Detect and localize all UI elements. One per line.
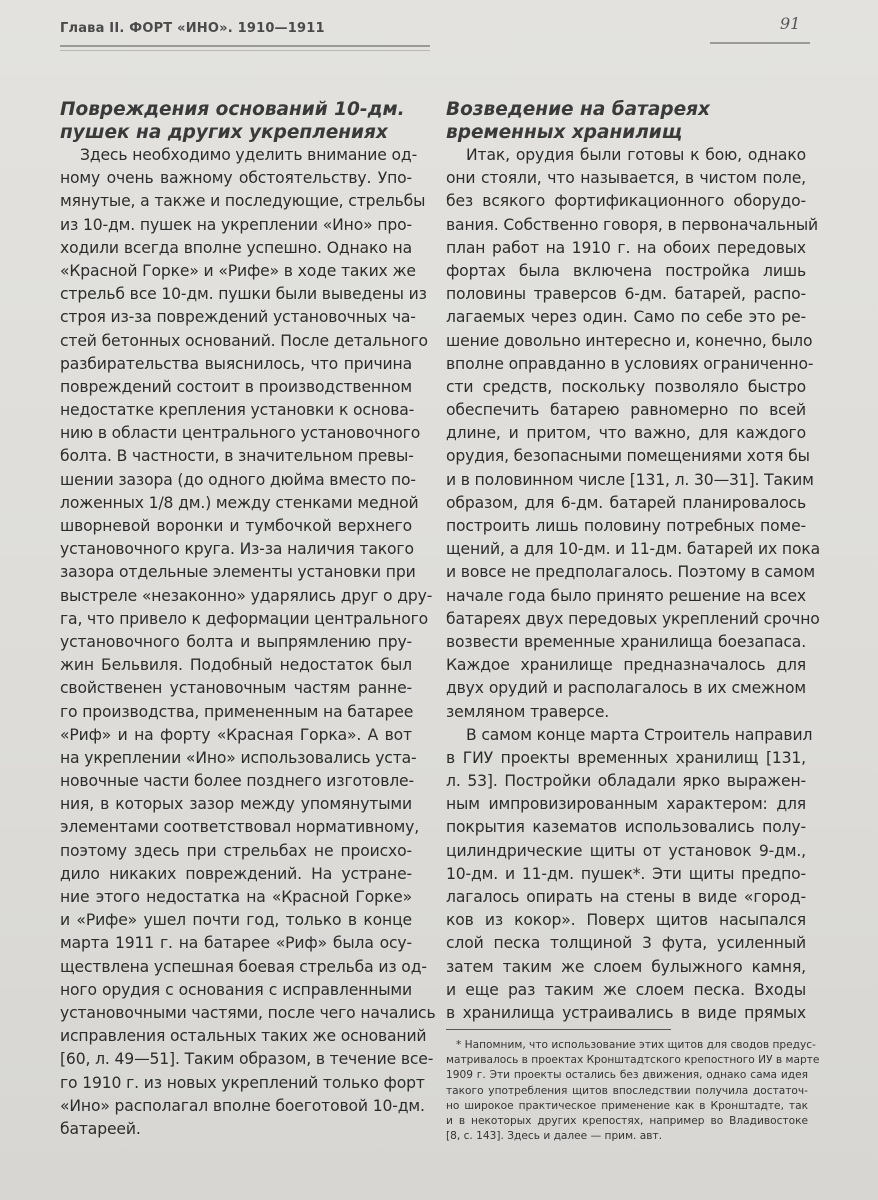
text-line: ному очень важному обстоятельству. Упо-	[60, 169, 412, 188]
text-line: ния, в которых зазор между упомянутыми	[60, 795, 412, 814]
text-line: установочными частями, после чего начались	[60, 1003, 436, 1022]
text-line: и в половинном числе [131, л. 30—31]. Таким	[446, 470, 814, 489]
left-body	[60, 144, 436, 1141]
text-line: орудия, безопасными помещениями хотя бы	[446, 447, 810, 466]
heading-line: Возведение на батареях	[446, 99, 710, 120]
text-line: вполне оправданно в условиях ограниченно-	[446, 354, 814, 373]
text-line: цилиндрические щиты от установок 9-дм.,	[446, 841, 806, 860]
text-line: земляном траверсе.	[446, 702, 610, 721]
text-line: покрытия казематов использовались полу-	[446, 818, 806, 837]
text-line: в ГИУ проекты временных хранилищ [131,	[446, 748, 806, 767]
text-line: выстреле «незаконно» ударялись друг о дру-	[60, 586, 433, 605]
text-line: 10-дм. и 11-дм. пушек*. Эти щиты предпо-	[446, 864, 806, 883]
text-line: лагаемых через один. Само по себе это ре-	[446, 308, 806, 327]
text-line: фортах была включена постройка лишь	[446, 261, 806, 280]
text-line: шении зазора (до одного дюйма вместо по-	[60, 470, 416, 489]
text-line: сти средств, поскольку позволяло быстро	[446, 377, 806, 396]
footnote-line: матривалось в проектах Кронштадтского крепостного ИУ в марте	[446, 1054, 820, 1067]
text-line: щений, а для 10-дм. и 11-дм. батарей их пока	[446, 540, 821, 559]
text-line: план работ на 1910 г. на обоих передовых	[446, 238, 806, 257]
text-line: «Риф» и на форту «Красная Горка». А вот	[60, 725, 412, 744]
text-line: на укреплении «Ино» использовались уста-	[60, 748, 417, 767]
text-line: болта. В частности, в значительном превы-	[60, 447, 414, 466]
heading-line: временных хранилищ	[446, 122, 683, 143]
text-line: Каждое хранилище предназначалось для	[446, 656, 806, 675]
text-line: без всякого фортификационного оборудо-	[446, 192, 806, 211]
text-line: ков из кокор». Поверх щитов насыпался	[446, 911, 806, 930]
footnote-line: такого употребления щитов впоследствии получила достаточ-	[446, 1084, 808, 1097]
text-line: повреждений состоит в производственном	[60, 377, 412, 396]
text-line: разбирательства выяснилось, что причина	[60, 354, 412, 373]
text-line: стей бетонных оснований. После детального	[60, 331, 428, 350]
right-column	[446, 98, 821, 1025]
text-line: построить лишь половину потребных поме-	[446, 517, 806, 535]
text-line: дило никаких повреждений. На устране-	[60, 864, 412, 883]
text-line: свойственен установочным частям ранне-	[60, 679, 412, 698]
text-line: длине, и притом, что важно, для каждого	[446, 424, 806, 443]
text-line: марта 1911 г. на батарее «Риф» была осу-	[60, 934, 412, 953]
text-line: начале года было принято решение на всех	[446, 586, 806, 605]
text-line: и вовсе не предполагалось. Поэтому в самом	[446, 563, 815, 582]
text-line: ходили всегда вполне успешно. Однако на	[60, 238, 412, 257]
text-line: жин Бельвиля. Подобный недостаток был	[60, 656, 412, 675]
text-line: мянутые, а также и последующие, стрельбы	[60, 192, 426, 211]
text-line: ного орудия с основания с исправленными	[60, 980, 412, 999]
text-line: го производства, примененным на батарее	[60, 702, 414, 721]
text-line: элементами соответствовал нормативному,	[60, 818, 420, 837]
text-line: л. 53]. Постройки обладали ярко выражен-	[446, 772, 806, 791]
text-line: обеспечить батарею равномерно по всей	[446, 401, 806, 420]
text-line: ние этого недостатка на «Красной Горке»	[60, 888, 412, 906]
text-line: новочные части более позднего изготовле-	[60, 772, 414, 791]
text-line: в хранилища устраивались в виде прямых	[446, 1003, 806, 1022]
text-line: лагалось опирать на стены в виде «город-	[446, 888, 806, 906]
footnote-line: и в некоторых других крепостях, например во Владивостоке	[446, 1114, 808, 1127]
text-line: образом, для 6-дм. батарей планировалось	[446, 493, 806, 512]
text-line: Здесь необходимо уделить внимание од-	[80, 146, 418, 164]
text-line: вания. Собственно говоря, в первоначальный	[446, 215, 818, 234]
text-line: установочного круга. Из-за наличия такого	[60, 540, 414, 559]
footnote	[446, 1038, 820, 1144]
text-line: стрельб все 10-дм. пушки были выведены из	[60, 285, 427, 304]
text-line: установочного болта и выпрямлению пру-	[60, 632, 412, 651]
text-line: В самом конце марта Строитель направил	[466, 725, 813, 744]
heading-line: Повреждения оснований 10-дм.	[60, 99, 405, 120]
header-rule	[60, 45, 430, 47]
text-line: поэтому здесь при стрельбах не происхо-	[60, 841, 412, 860]
footnote-line: но широкое практическое применение как в Кронштадте, так	[446, 1099, 808, 1112]
text-line: они стояли, что называется, в чистом поле,	[446, 169, 806, 188]
text-line: исправления остальных таких же оснований	[60, 1027, 427, 1046]
text-line: шение довольно интересно и, конечно, было	[446, 331, 813, 350]
running-header: Глава II. ФОРТ «ИНО». 1910—1911	[60, 21, 325, 36]
page-number-rule	[710, 42, 810, 44]
text-line: затем таким же слоем булыжного камня,	[446, 957, 806, 976]
footnote-line: * Напомним, что использование этих щитов для сводов предус-	[456, 1039, 816, 1051]
footnote-rule	[446, 1029, 671, 1030]
text-line: Итак, орудия были готовы к бою, однако	[466, 146, 806, 164]
page-number: 91	[780, 14, 801, 33]
text-line: из 10-дм. пушек на укреплении «Ино» про-	[60, 215, 412, 234]
header-rule-secondary	[60, 50, 430, 51]
text-line: [60, л. 49—51]. Таким образом, в течение все-	[60, 1050, 434, 1069]
text-line: га, что привело к деформации центрального	[60, 609, 429, 628]
right-body	[446, 144, 821, 1025]
text-line: нию в области центрального установочного	[60, 424, 421, 443]
text-line: ным импровизированным характером: для	[446, 795, 806, 814]
left-column	[60, 98, 436, 1141]
text-line: недостатке крепления установки к основа-	[60, 401, 415, 420]
section-heading-right	[446, 98, 806, 144]
text-line: ществлена успешная боевая стрельба из од-	[60, 957, 427, 976]
text-line: и «Рифе» ушел почти год, только в конце	[60, 911, 412, 930]
heading-line: пушек на других укреплениях	[60, 122, 388, 143]
footnote-line: [8, с. 143]. Здесь и далее — прим. авт.	[446, 1130, 663, 1143]
text-line: возвести временные хранилища боезапаса.	[446, 632, 806, 651]
text-line: ложенных 1/8 дм.) между стенками медной	[60, 493, 419, 512]
text-line: и еще раз таким же слоем песка. Входы	[446, 980, 806, 999]
text-line: батареях двух передовых укреплений срочно	[446, 609, 820, 628]
text-line: слой песка толщиной 3 фута, усиленный	[446, 934, 806, 953]
text-line: «Красной Горке» и «Рифе» в ходе таких же	[60, 261, 416, 280]
text-line: половины траверсов 6-дм. батарей, распо-	[446, 285, 806, 304]
text-line: строя из-за повреждений установочных ча-	[60, 308, 416, 327]
text-line: батареей.	[60, 1119, 141, 1138]
text-line: зазора отдельные элементы установки при	[60, 563, 416, 582]
text-line: шворневой воронки и тумбочкой верхнего	[60, 517, 412, 535]
text-line: го 1910 г. из новых укреплений только форт	[60, 1073, 425, 1092]
text-line: «Ино» располагал вполне боеготовой 10-дм.	[60, 1096, 425, 1115]
section-heading-left	[60, 98, 412, 144]
footnote-line: 1909 г. Эти проекты остались без движения, однако сама идея	[446, 1069, 808, 1082]
text-line: двух орудий и располагалось в их смежном	[446, 679, 806, 698]
